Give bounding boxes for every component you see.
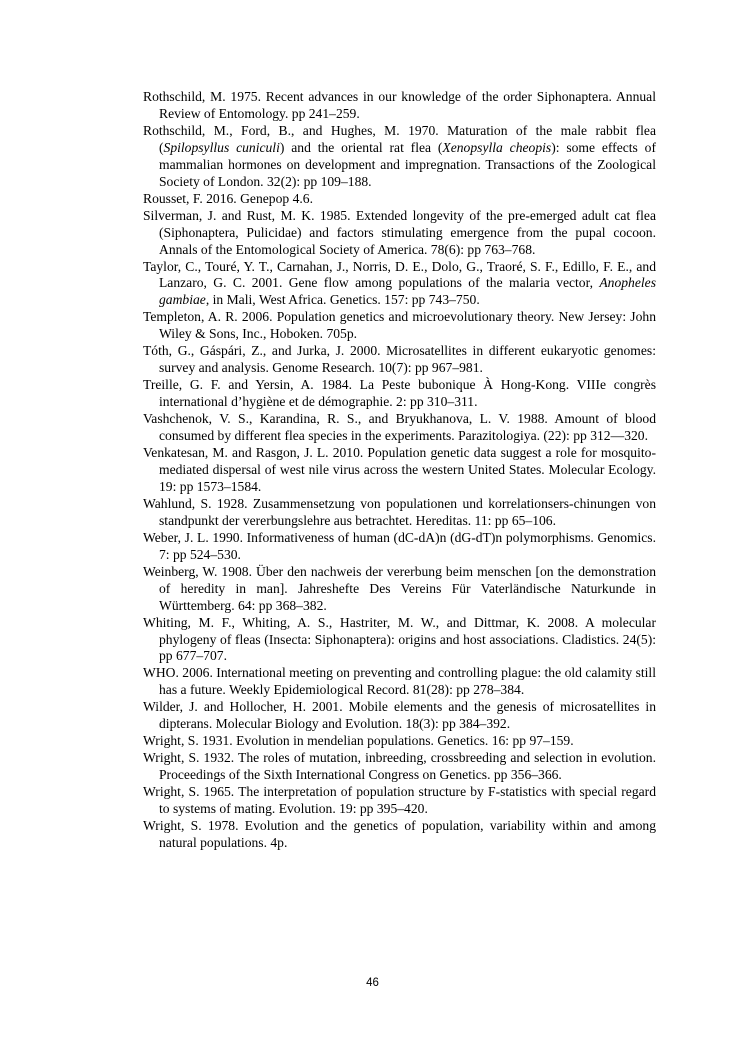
reference-text: Wright, S. 1965. The interpretation of population structure by F-statistics with special regard to systems of mating. Evolution. 19: pp 395–420. [143, 784, 656, 817]
reference-entry-wilder-2001 [143, 699, 656, 733]
reference-text: Whiting, M. F., Whiting, A. S., Hastriter, M. W., and Dittmar, K. 2008. A molecular phylogeny of fleas (Insecta: Siphonaptera): origins and host associations. Cladistics. 24(5): pp 677–707. [143, 614, 656, 664]
reference-text: Treille, G. F. and Yersin, A. 1984. La Peste bubonique À Hong-Kong. VIIIe congrès international d’hygiène et de démographie. 2: pp 310–311. [143, 377, 656, 410]
reference-text: Wright, S. 1978. Evolution and the genetics of population, variability within and among natural populations. 4p. [143, 817, 656, 850]
reference-text: Vashchenok, V. S., Karandina, R. S., and Bryukhanova, L. V. 1988. Amount of blood consumed by different flea species in the experiments. Parazitologiya. (22): pp 312—320. [143, 411, 656, 444]
reference-entry-weinberg-1908 [143, 564, 656, 615]
reference-text: WHO. 2006. International meeting on preventing and controlling plague: the old calamity still has a future. Weekly Epidemiological Record. 81(28): pp 278–384. [143, 665, 656, 698]
reference-text: , in Mali, West Africa. Genetics. 157: pp 743–750. [205, 292, 480, 308]
reference-text: Wright, S. 1932. The roles of mutation, inbreeding, crossbreeding and selection in evolution. Proceedings of the Sixth International Congress on Genetics. pp 356–366. [143, 750, 656, 783]
reference-text: Taylor, C., Touré, Y. T., Carnahan, J., Norris, D. E., Dolo, G., Traoré, S. F., Edillo, F. E., and Lanzaro, G. C. 2001. Gene flow among populations of the malaria vector, [143, 258, 656, 291]
reference-entry-wright-1965 [143, 784, 656, 818]
reference-text: Venkatesan, M. and Rasgon, J. L. 2010. Population genetic data suggest a role for mosquito-mediated dispersal of west nile virus across the western United States. Molecular Ecology. 19: pp 1573–1584. [143, 445, 656, 494]
reference-entry-whiting-2008 [143, 615, 656, 666]
reference-entry-wright-1932 [143, 750, 656, 784]
reference-text: Wright, S. 1931. Evolution in mendelian populations. Genetics. 16: pp 97–159. [143, 733, 574, 749]
reference-text: Weinberg, W. 1908. Über den nachweis der vererbung beim menschen [on the demonstration of heredity in man]. Jahreshefte Des Vereins Für Vaterländische Naturkunde in Württemberg. 64: pp 368–382. [143, 563, 656, 613]
reference-entry-weber-1990 [143, 530, 656, 564]
reference-entry-rothschild-1970 [143, 123, 656, 191]
reference-entry-templeton-2006 [143, 309, 656, 343]
reference-entry-toth-2000 [143, 343, 656, 377]
reference-entry-wahlund-1928 [143, 496, 656, 530]
reference-entry-who-2006 [143, 665, 656, 699]
reference-entry-taylor-2001 [143, 259, 656, 310]
reference-text: Rothschild, M. 1975. Recent advances in our knowledge of the order Siphonaptera. Annual Review of Entomology. pp 241–259. [143, 89, 656, 121]
reference-list [143, 89, 656, 852]
reference-species-name: Xenopsylla cheopis [442, 139, 552, 155]
reference-text: Wahlund, S. 1928. Zusammensetzung von populationen und korrelationsers-chinungen von standpunkt der vererbungslehre aus betrachtet. Hereditas. 11: pp 65–106. [143, 495, 656, 528]
reference-text: Templeton, A. R. 2006. Population genetics and microevolutionary theory. New Jersey: John Wiley & Sons, Inc., Hoboken. 705p. [143, 309, 656, 342]
reference-text: Silverman, J. and Rust, M. K. 1985. Extended longevity of the pre-emerged adult cat flea (Siphonaptera, Pulicidae) and factors stimulating emergence from the pupal cocoon. Annals of the Entomological Society of America. 78(6): pp 763–768. [143, 207, 656, 257]
reference-text: Rousset, F. 2016. Genepop 4.6. [143, 190, 313, 206]
reference-entry-rousset-2016 [143, 191, 656, 208]
reference-entry-vashchenok-1988 [143, 411, 656, 445]
reference-text: Wilder, J. and Hollocher, H. 2001. Mobile elements and the genesis of microsatellites in dipterans. Molecular Biology and Evolution. 18(3): pp 384–392. [143, 699, 656, 732]
reference-entry-venkatesan-2010 [143, 445, 656, 496]
reference-text: ) and the oriental rat flea ( [279, 139, 443, 155]
reference-text: ): some effects of mammalian hormones on development and impregnation. Transactions of the Zoological Society of London. 32(2): pp 109–188. [159, 139, 656, 189]
reference-entry-wright-1931 [143, 733, 656, 750]
reference-text: Tóth, G., Gáspári, Z., and Jurka, J. 2000. Microsatellites in different eukaryotic genomes: survey and analysis. Genome Research. 10(7): pp 967–981. [143, 343, 656, 376]
reference-text: Weber, J. L. 1990. Informativeness of human (dC-dA)n (dG-dT)n polymorphisms. Genomics. 7: pp 524–530. [143, 529, 656, 562]
reference-species-name: Anopheles gambiae [159, 275, 656, 308]
reference-species-name: Spilopsyllus cuniculi [163, 139, 280, 155]
reference-text: Rothschild, M., Ford, B., and Hughes, M. 1970. Maturation of the male rabbit flea ( [143, 122, 656, 155]
reference-entry-wright-1978 [143, 818, 656, 852]
page-number: 46 [366, 977, 379, 989]
reference-entry-rothschild-1975 [143, 89, 656, 123]
reference-entry-treille-1984 [143, 377, 656, 411]
reference-entry-silverman-1985 [143, 208, 656, 259]
